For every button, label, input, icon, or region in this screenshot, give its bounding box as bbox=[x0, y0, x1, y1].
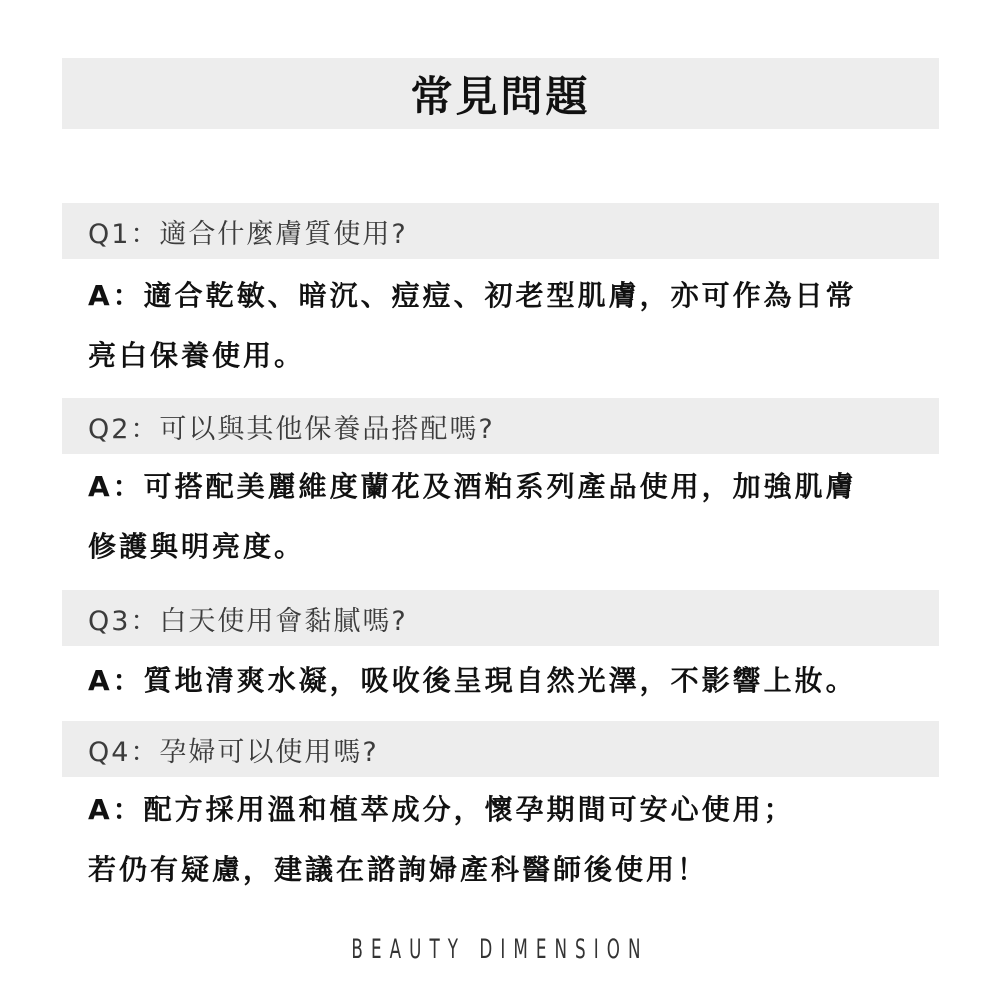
page-title: 常見問題 bbox=[410, 71, 591, 121]
answer-line: 修護與明亮度。 bbox=[88, 530, 306, 563]
answer-line: 若仍有疑慮，建議在諮詢婦產科醫師後使用！ bbox=[88, 853, 709, 886]
answer-line: 亮白保養使用。 bbox=[88, 339, 306, 372]
brand-logo-text: BEAUTY DIMENSION bbox=[351, 934, 649, 965]
faq-question-3 bbox=[62, 590, 939, 646]
faq-question-4 bbox=[62, 721, 939, 777]
faq-answer-4 bbox=[88, 780, 918, 900]
faq-answer-1 bbox=[88, 266, 918, 386]
faq-answer-3 bbox=[88, 651, 918, 711]
faq-question-1 bbox=[62, 203, 939, 259]
question-text: Q4：孕婦可以使用嗎? bbox=[88, 736, 379, 768]
question-text: Q1：適合什麼膚質使用? bbox=[88, 218, 408, 250]
answer-line: A：適合乾敏、暗沉、痘痘、初老型肌膚，亦可作為日常 bbox=[88, 279, 857, 312]
answer-line: A：質地清爽水凝，吸收後呈現自然光澤，不影響上妝。 bbox=[88, 664, 857, 697]
faq-question-2 bbox=[62, 398, 939, 454]
title-bar bbox=[62, 58, 939, 129]
question-text: Q3：白天使用會黏膩嗎? bbox=[88, 605, 408, 637]
question-text: Q2：可以與其他保養品搭配嗎? bbox=[88, 413, 495, 445]
answer-line: A：配方採用溫和植萃成分，懷孕期間可安心使用； bbox=[88, 793, 795, 826]
answer-line: A：可搭配美麗維度蘭花及酒粕系列產品使用，加強肌膚 bbox=[88, 470, 857, 503]
faq-answer-2 bbox=[88, 457, 918, 577]
